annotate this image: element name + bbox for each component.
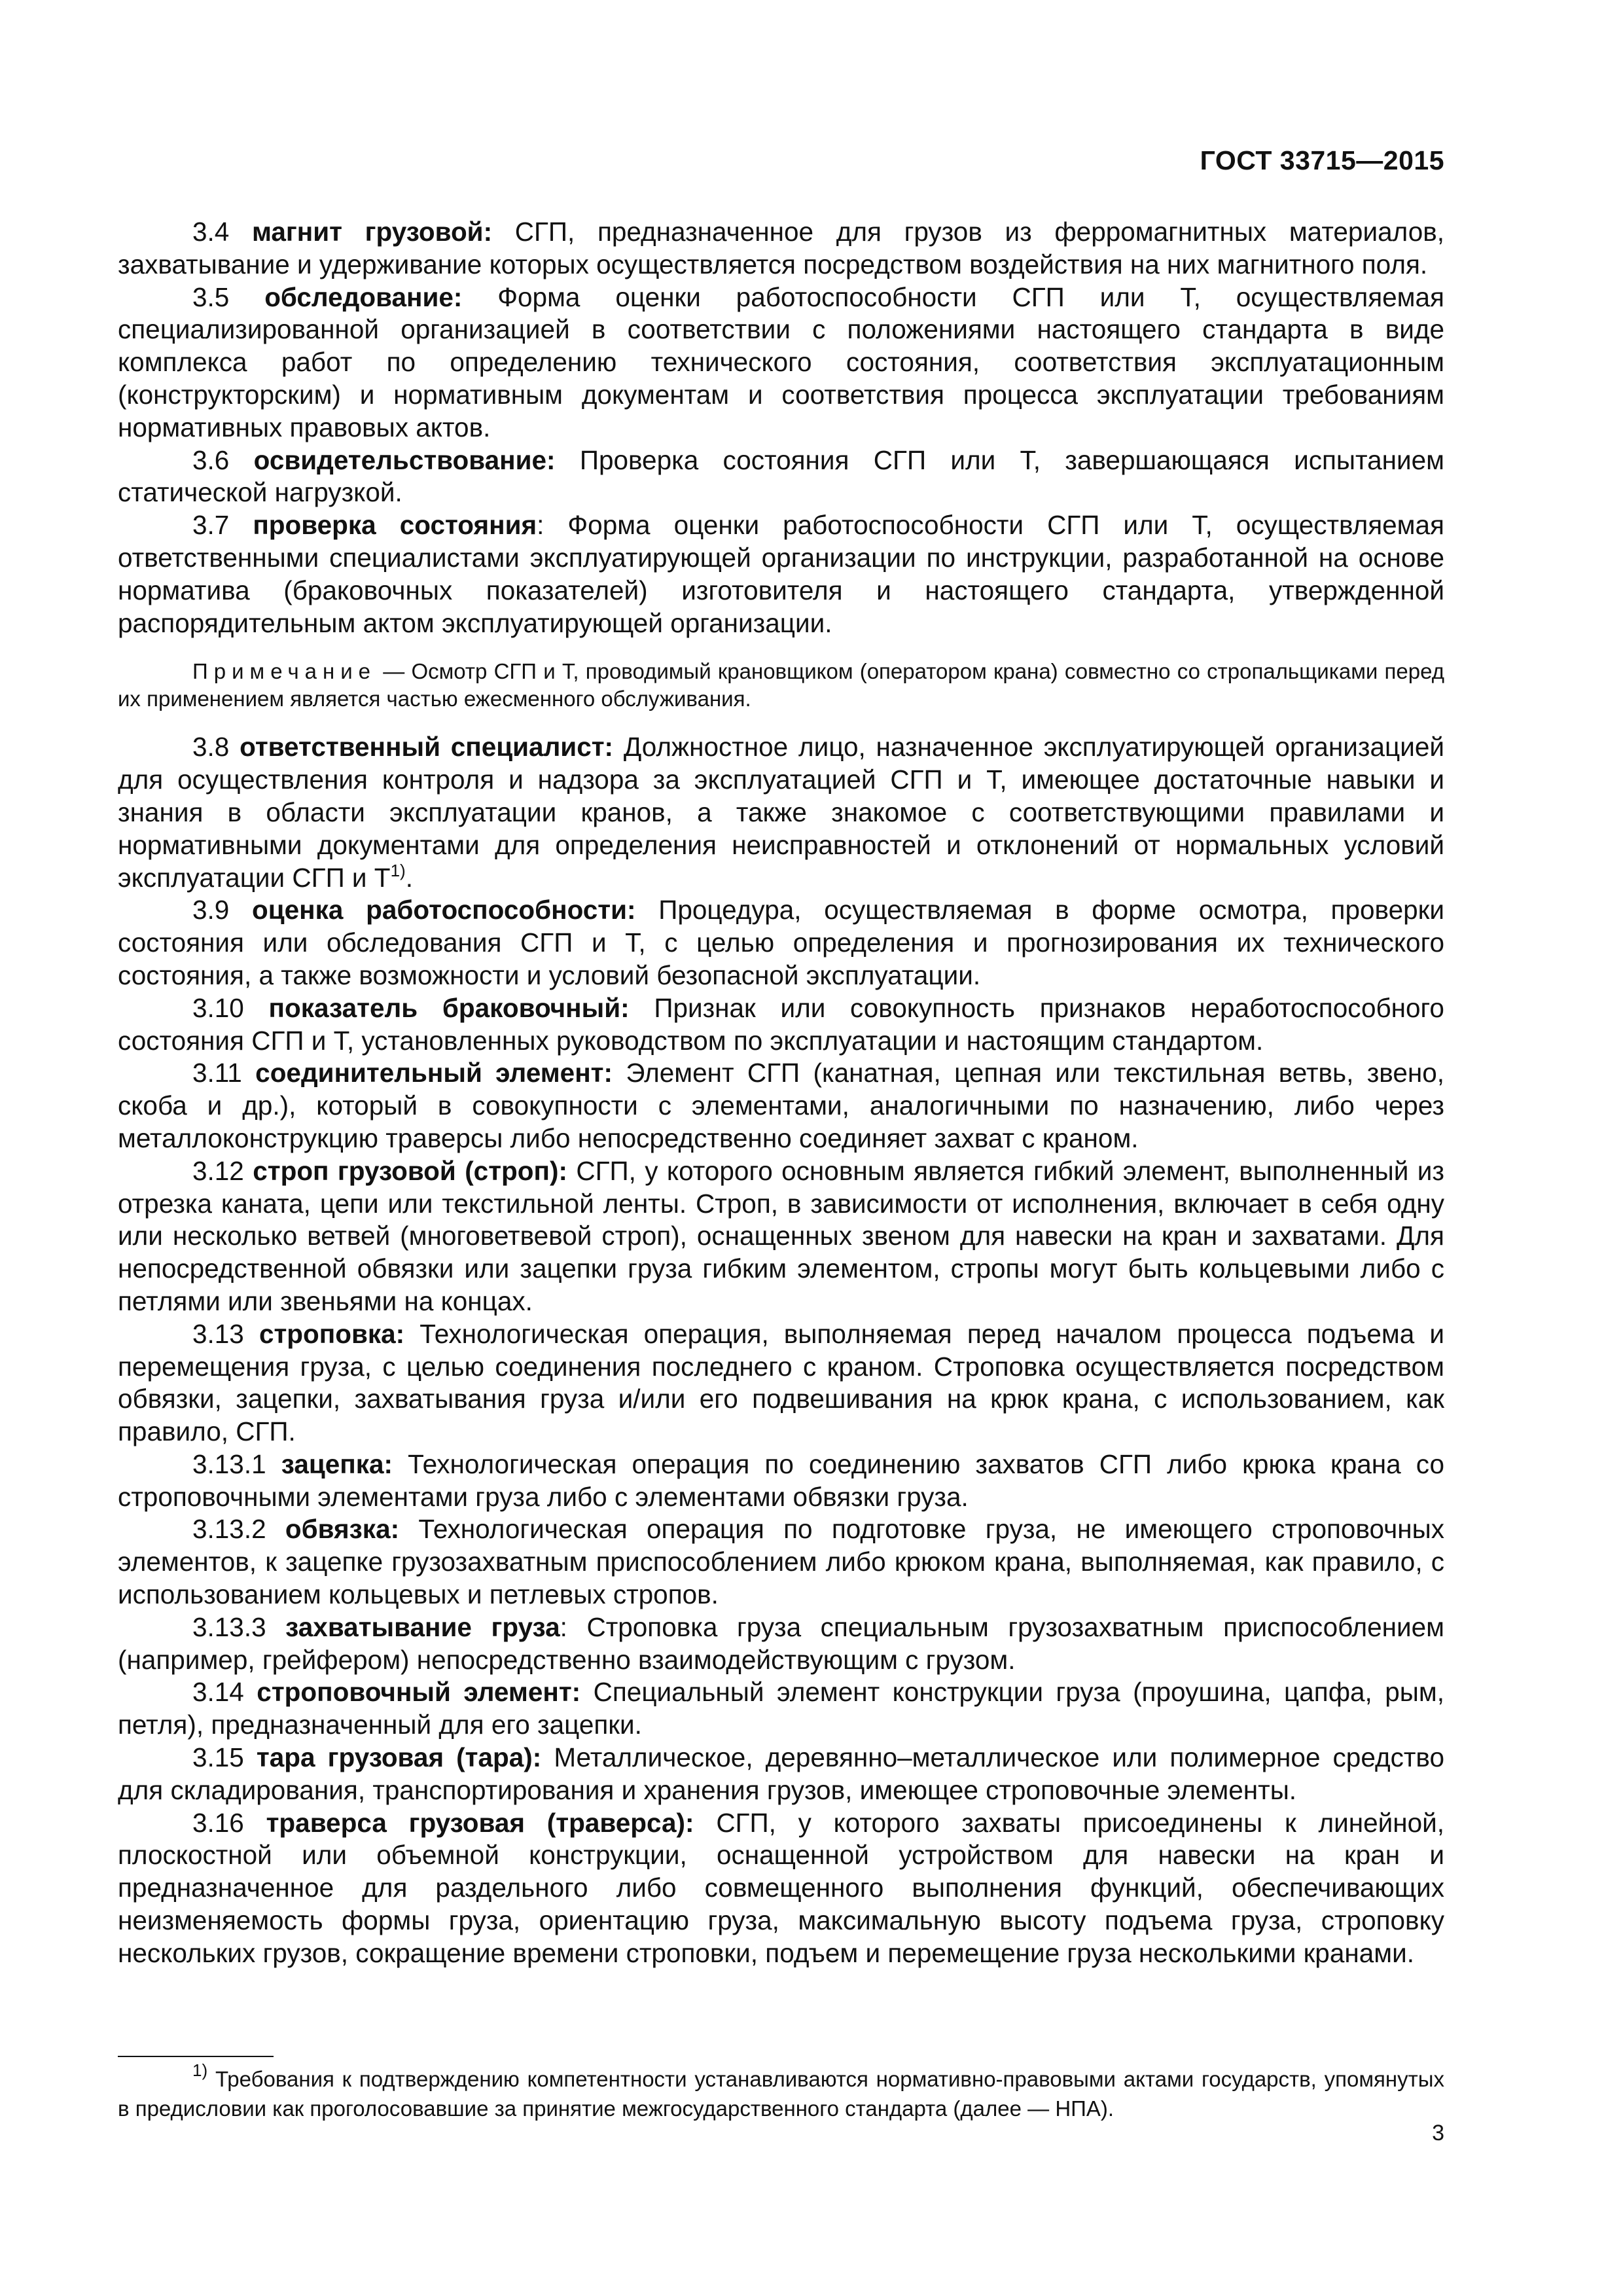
term-definition: Форма оценки работоспособности СГП или Т, осуществляемая специализированной организацией в соответствии с положениями настоящего стандарта в виде комплекса работ по определению технического состояния, соответствия эксплуатационным (конструкторским) и нормативным документам и соответствия процесса эксплуатации требованиям нормативных правовых актов. xyxy=(118,281,1444,442)
term-entry xyxy=(118,1448,1444,1514)
term-definition: : Форма оценки работоспособности СГП или Т, осуществляемая ответственными специалистами эксплуатирующей организации по инструкции, разработанной на основе норматива (браковочных показателей) изготовителя и настоящего стандарта, утвержденной распорядительным актом эксплуатирующей организации. xyxy=(118,510,1444,638)
footnote xyxy=(118,2060,1444,2123)
term-name: обвязка: xyxy=(285,1514,400,1545)
term-definition: Технологическая операция по подготовке груза, не имеющего строповочных элементов, к зацепке грузозахватным приспособлением либо крюком крана, выполняемая, как правило, с использованием кольцевых и петлевых стропов. xyxy=(118,1514,1444,1610)
footnote-reference[interactable]: 1) xyxy=(390,860,406,880)
term-entry xyxy=(118,509,1444,639)
term-name: оценка работоспособности: xyxy=(252,895,636,925)
term-definition: Признак или совокупность признаков неработоспособного состояния СГП и Т, установленных руководством по эксплуатации и настоящим стандартом. xyxy=(118,992,1444,1056)
term-entry xyxy=(118,444,1444,510)
note xyxy=(118,658,1444,713)
term-number: 3.4 xyxy=(192,217,230,247)
terms-section xyxy=(118,216,1444,1970)
term-entry xyxy=(118,1057,1444,1155)
term-name: тара грузовая (тара): xyxy=(256,1742,542,1773)
term-number: 3.13.2 xyxy=(192,1514,266,1545)
term-name: строповочный элемент: xyxy=(257,1677,581,1708)
footnote-marker: 1) xyxy=(192,2060,208,2080)
term-number: 3.12 xyxy=(192,1155,244,1186)
term-number: 3.14 xyxy=(192,1677,244,1708)
term-entry xyxy=(118,1742,1444,1807)
term-number: 3.13 xyxy=(192,1318,244,1349)
term-name: захватывание груза xyxy=(285,1611,560,1642)
term-entry xyxy=(118,1611,1444,1677)
term-number: 3.8 xyxy=(192,732,230,762)
term-name: магнит грузовой: xyxy=(251,217,493,247)
term-number: 3.9 xyxy=(192,895,230,925)
term-definition: СГП, предназначенное для грузов из ферромагнитных материалов, захватывание и удерживание которых осуществляется посредством воздействия на них магнитного поля. xyxy=(118,217,1444,279)
term-definition: Металлическое, деревянно–металлическое или полимерное средство для складирования, транспортирования и хранения грузов, имеющее строповочные элементы. xyxy=(118,1742,1444,1805)
term-number: 3.13.1 xyxy=(192,1448,266,1479)
term-name: соединительный элемент: xyxy=(255,1058,613,1088)
term-definition-end: . xyxy=(405,862,413,893)
term-entry xyxy=(118,1155,1444,1318)
term-number: 3.6 xyxy=(192,444,230,475)
term-number: 3.7 xyxy=(192,510,230,541)
term-name: освидетельствование: xyxy=(253,444,556,475)
term-entry xyxy=(118,1807,1444,1970)
term-definition: Должностное лицо, назначенное эксплуатирующей организацией для осуществления контроля и надзора за эксплуатацией СГП и Т, имеющее достаточные навыки и знания в области эксплуатации кранов, а также знакомое с соответствующими правилами и нормативными документами для определения неисправностей и отклонений от нормальных условий эксплуатации СГП и Т xyxy=(118,732,1444,893)
term-name: траверса грузовая (траверса): xyxy=(266,1807,694,1838)
note-label: Примечание xyxy=(192,659,377,684)
term-entry xyxy=(118,1513,1444,1611)
term-name: строп грузовой (строп): xyxy=(253,1155,567,1186)
term-definition: Элемент СГП (канатная, цепная или текстильная ветвь, звено, скоба и др.), который в совокупности с элементами, аналогичными по назначению, либо через металлоконструкцию траверсы либо непосредственно соединяет захват с краном. xyxy=(118,1058,1444,1153)
term-definition: СГП, у которого основным является гибкий элемент, выполненный из отрезка каната, цепи или текстильной ленты. Строп, в зависимости от исполнения, включает в себя одну или несколько ветвей (многоветвевой строп), оснащенных звеном для навески на кран и захватами. Для непосредственной обвязки или зацепки груза гибким элементом, стропы могут быть кольцевыми либо с петлями или звеньями на концах. xyxy=(118,1155,1444,1316)
footnote-separator xyxy=(118,2056,274,2057)
term-entry xyxy=(118,1318,1444,1448)
term-entry xyxy=(118,1676,1444,1742)
term-number: 3.10 xyxy=(192,992,244,1023)
term-name: проверка состояния xyxy=(253,510,537,541)
term-definition: : Строповка груза специальным грузозахватным приспособлением (например, грейфером) непосредственно взаимодействующим с грузом. xyxy=(118,1611,1444,1675)
standard-designation: ГОСТ 33715—2015 xyxy=(1200,145,1444,175)
note-text: — Осмотр СГП и Т, проводимый крановщиком (оператором крана) совместно со стропальщиками перед их применением является частью ежесменного обслуживания. xyxy=(118,659,1444,711)
term-number: 3.15 xyxy=(192,1742,244,1773)
term-definition: Проверка состояния СГП или Т, завершающаяся испытанием статической нагрузкой. xyxy=(118,444,1444,508)
page-number: 3 xyxy=(1432,2121,1444,2145)
term-definition: Процедура, осуществляемая в форме осмотра, проверки состояния или обследования СГП и Т, с целью определения и прогнозирования их технического состояния, а также возможности и условий безопасной эксплуатации. xyxy=(118,895,1444,990)
term-entry xyxy=(118,281,1444,444)
term-name: показатель браковочный: xyxy=(268,992,630,1023)
term-definition: СГП, у которого захваты присоединены к линейной, плоскостной или объемной конструкции, оснащенной устройством для навески на кран и предназначенное для раздельного либо совмещенного выполнения функций, обеспечивающих неизменяемость формы груза, ориентацию груза, максимальную высоту подъема груза, строповку нескольких грузов, сокращение времени строповки, подъем и перемещение груза несколькими кранами. xyxy=(118,1807,1444,1968)
term-number: 3.11 xyxy=(192,1058,242,1088)
term-entry xyxy=(118,731,1444,894)
term-number: 3.5 xyxy=(192,281,230,312)
term-name: обследование: xyxy=(264,281,463,312)
term-entry xyxy=(118,216,1444,281)
term-number: 3.13.3 xyxy=(192,1611,266,1642)
term-name: ответственный специалист: xyxy=(240,732,614,762)
term-number: 3.16 xyxy=(192,1807,244,1838)
footnote-text: Требования к подтверждению компетентности устанавливаются нормативно-правовыми актами государств, упомянутых в предисловии как проголосовавшие за принятие межгосударственного стандарта (далее — НПА). xyxy=(118,2067,1444,2121)
term-definition: Специальный элемент конструкции груза (проушина, цапфа, рым, петля), предназначенный для его зацепки. xyxy=(118,1677,1444,1740)
term-definition: Технологическая операция по соединению захватов СГП либо крюка крана со строповочными элементами груза либо с элементами обвязки груза. xyxy=(118,1448,1444,1512)
term-name: зацепка: xyxy=(281,1448,393,1479)
term-name: строповка: xyxy=(259,1318,405,1349)
term-entry xyxy=(118,992,1444,1058)
term-entry xyxy=(118,894,1444,992)
term-definition: Технологическая операция, выполняемая перед началом процесса подъема и перемещения груза, с целью соединения последнего с краном. Строповка осуществляется посредством обвязки, зацепки, захватывания груза и/или его подвешивания на крюк крана, с использованием, как правило, СГП. xyxy=(118,1318,1444,1447)
